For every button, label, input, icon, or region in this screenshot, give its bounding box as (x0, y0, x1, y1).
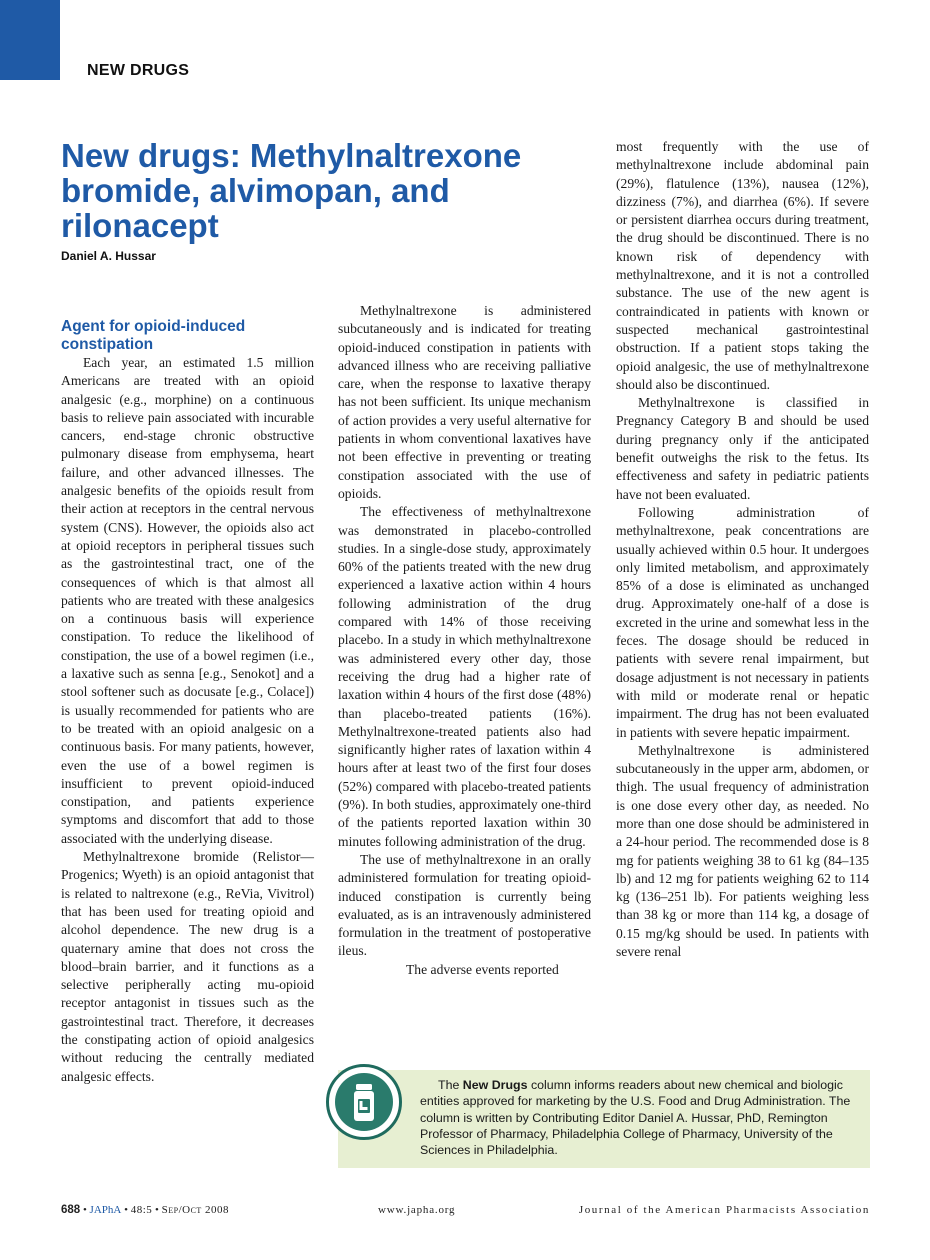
journal-name: Journal of the American Pharmacists Association (578, 1204, 870, 1216)
article-title: New drugs: Methylnaltrexone bromide, alvimopan, and rilonacept (61, 137, 522, 244)
footer-citation (61, 1204, 229, 1216)
paragraph: Each year, an estimated 1.5 million Americans are treated with an opioid analgesic (e.g., morphine) on a continuous basis to relieve pain associated with incurable cancers, end-stage chronic obstructive pulmonary disease from emphysema, heart failure, and other advanced illnesses. The analgesic benefits of the opioids result from their action at receptors in the central nervous system (CNS). However, the opioids also act at opioid receptors in peripheral tissues such as the gastrointestinal tract, one of the consequences of which is that almost all patients who are treated with these analgesics on a continuous basis will experience constipation. To reduce the likelihood of constipation, the use of a bowel regimen (i.e., a laxative such as senna [e.g., Senokot] and a stool softener such as docusate [e.g., Colace]) is usually recommended for patients who are to be treated with an opioid analgesic on a continuous basis. For many patients, however, even the use of a bowel regimen is insufficient to prevent opioid-induced constipation, and patients experience symptoms and discomfort that add to those associated with the underlying disease. (61, 355, 314, 846)
paragraph: Methylnaltrexone bromide (Relistor—Progenics; Wyeth) is an opioid antagonist that is related to naltrexone (e.g., ReVia, Vivitrol) that has been used for treating opioid and alcohol dependence. The new drug is a quaternary amine that does not cross the blood–brain barrier, and it functions as a selective peripherally acting mu-opioid receptor antagonist in tissues such as the gastrointestinal tract. Therefore, it decreases the constipating action of opioid analgesics without reducing the centrally mediated analgesic effects. (61, 849, 314, 1084)
paragraph: Methylnaltrexone is classified in Pregnancy Category B and should be used during pregnancy only if the anticipated benefit outweighs the risk to the fetus. Its effectiveness and safety in pediatric patients have not been evaluated. (616, 395, 869, 502)
bullet: • (124, 1204, 128, 1216)
issue-date: Sep/Oct 2008 (161, 1204, 230, 1216)
info-box-body: column informs readers about new chemical and biologic entities approved for marketing by the U.S. Food and Drug Administration. The column is written by Contributing Editor Daniel A. Hussar, PhD, Remington Professor of Pharmacy, Philadelphia College of Pharmacy, University of the Sciences in Philadelphia. (420, 1078, 851, 1158)
info-box-column-name: New Drugs (462, 1078, 528, 1092)
journal-abbreviation: JAPhA (89, 1204, 122, 1216)
paragraph: The adverse events reported (406, 961, 559, 977)
paragraph: The effectiveness of methylnaltrexone was demonstrated in placebo-controlled studies. In a single-dose study, approximately 60% of the patients treated with the new drug experienced a laxative action within 4 hours following administration of the drug compared with 14% of those receiving placebo. In a study in which methylnaltrexone was administered every other day, those receiving the drug had a higher rate of laxation within 4 hours of the first dose (48%) than placebo-treated patients (16%). Methylnaltrexone-treated patients also had significantly higher rates of laxation within 4 hours after at least two of the first four doses (52%) compared with placebo-treated patients (9%). In both studies, approximately one-third of the patients reported laxation within 30 minutes following administration of the drug. (338, 504, 591, 849)
paragraph: Methylnaltrexone is administered subcutaneously in the upper arm, abdomen, or thigh. The usual frequency of administration is one dose every other day, as needed. No more than one dose should be administered in a 24-hour period. The recommended dose is 8 mg for patients weighing 38 to 61 kg (84–135 lb) and 12 mg for patients weighing 62 to 114 kg (136–251 lb). For patients weighing less than 38 kg or more than 114 kg, a dosage of 0.15 mg/kg should be used. In patients with severe renal (616, 742, 869, 960)
column-3 (616, 138, 869, 961)
paragraph: The use of methylnaltrexone in an orally administered formulation for treating opioid-induced constipation is currently being evaluated, as is an intravenously administered formulation in the treatment of postoperative ileus. (338, 851, 591, 959)
column-1 (61, 318, 314, 1086)
bullet: • (82, 1204, 87, 1216)
corner-color-block (0, 0, 60, 80)
paragraph: Following administration of methylnaltrexone, peak concentrations are usually achieved within 0.5 hour. It undergoes only limited metabolism, and approximately 85% of a dose is eliminated as unchanged drug. Approximately one-half of a dose is excreted in the urine and somewhat less in the feces. The dosage should be reduced in patients with severe renal impairment, but dosage adjustment is not necessary in patients with mild or moderate renal or hepatic impairment. The drug has not been evaluated in patients with severe hepatic impairment. (616, 504, 869, 740)
page-footer (61, 1204, 870, 1220)
column-2 (338, 302, 591, 979)
bullet: • (155, 1204, 159, 1216)
paragraph: Methylnaltrexone is administered subcutaneously and is indicated for treating opioid-induced constipation in patients with advanced illness who are receiving palliative care, when the response to laxative therapy has not been sufficient. Its unique mechanism of action provides a very useful alternative for patients in whom conventional laxatives have not been effective in preventing or treating constipation associated with the use of opioids. (338, 303, 591, 501)
medicine-bottle-icon (326, 1064, 402, 1140)
info-box-text (420, 1077, 855, 1158)
article-author: Daniel A. Hussar (61, 249, 156, 263)
paragraph: most frequently with the use of methylnaltrexone include abdominal pain (29%), flatulence (13%), nausea (12%), dizziness (7%), and diarrhea (6%). If severe or persistent diarrhea occurs during treatment, the drug should be discontinued. There is no known risk of dependency with methylnaltrexone, and it is not a controlled substance. The use of the new agent is contraindicated in patients with known or suspected mechanical gastrointestinal obstruction. If a patient stops taking the opioid analgesic, the use of methylnaltrexone should also be discontinued. (616, 139, 869, 392)
volume-issue: 48:5 (130, 1204, 153, 1216)
section-label: NEW DRUGS (87, 62, 190, 79)
section-heading: Agent for opioid-induced constipation (61, 318, 246, 353)
info-box-lead: The (438, 1078, 463, 1092)
page-number: 688 (61, 1204, 81, 1216)
journal-url[interactable]: www.japha.org (378, 1204, 456, 1216)
